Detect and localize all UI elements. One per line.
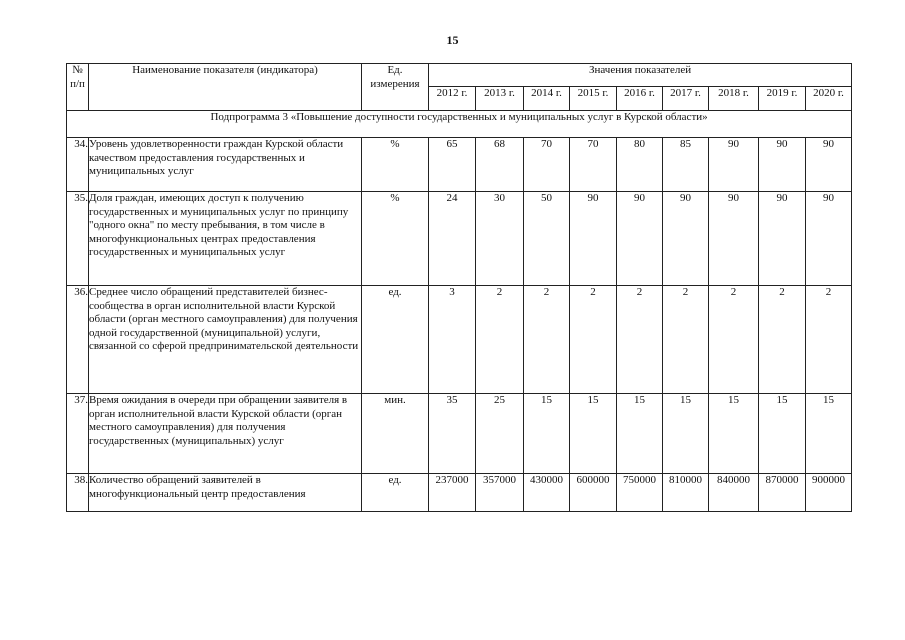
year-header: 2020 г. [806, 87, 852, 111]
value-cell: 600000 [570, 474, 617, 512]
row-number: 34. [67, 138, 89, 192]
value-cell: 15 [806, 394, 852, 474]
value-cell: 810000 [663, 474, 709, 512]
value-cell: 430000 [524, 474, 570, 512]
value-cell: 90 [806, 138, 852, 192]
column-header-values: Значения показателей [429, 64, 852, 87]
value-cell: 30 [476, 192, 524, 286]
value-cell: 15 [663, 394, 709, 474]
value-cell: 90 [709, 192, 759, 286]
row-number: 37. [67, 394, 89, 474]
year-header: 2017 г. [663, 87, 709, 111]
year-header: 2014 г. [524, 87, 570, 111]
value-cell: 2 [663, 286, 709, 394]
indicator-unit: ед. [362, 474, 429, 512]
value-cell: 35 [429, 394, 476, 474]
value-cell: 2 [709, 286, 759, 394]
value-cell: 90 [759, 192, 806, 286]
header-row [67, 64, 852, 87]
indicator-name: Уровень удовлетворенности граждан Курской области качеством предоставления государственных и муниципальных услуг [89, 138, 362, 192]
value-cell: 90 [570, 192, 617, 286]
value-cell: 3 [429, 286, 476, 394]
value-cell: 2 [806, 286, 852, 394]
table-row [67, 138, 852, 192]
indicator-unit: % [362, 192, 429, 286]
indicator-name: Время ожидания в очереди при обращении заявителя в орган исполнительной власти Курской области (орган местного самоуправления) для получения государственных (муниципальных) услуг [89, 394, 362, 474]
value-cell: 2 [759, 286, 806, 394]
value-cell: 900000 [806, 474, 852, 512]
table-row [67, 474, 852, 512]
column-header-num: № п/п [67, 64, 89, 111]
value-cell: 24 [429, 192, 476, 286]
value-cell: 50 [524, 192, 570, 286]
row-number: 36. [67, 286, 89, 394]
indicator-unit: мин. [362, 394, 429, 474]
year-header: 2015 г. [570, 87, 617, 111]
indicator-name: Среднее число обращений представителей бизнес-сообщества в орган исполнительной власти Курской области (орган местного самоуправления) для получения одной государственной (муниципальной) услуги, связанной со сферой предпринимательской деятельности [89, 286, 362, 394]
table-row [67, 394, 852, 474]
indicators-table [66, 63, 852, 512]
value-cell: 840000 [709, 474, 759, 512]
year-header: 2012 г. [429, 87, 476, 111]
value-cell: 70 [524, 138, 570, 192]
value-cell: 70 [570, 138, 617, 192]
year-header: 2013 г. [476, 87, 524, 111]
subprogram-row [67, 111, 852, 138]
value-cell: 15 [617, 394, 663, 474]
value-cell: 90 [806, 192, 852, 286]
page-number: 15 [446, 33, 459, 47]
value-cell: 2 [570, 286, 617, 394]
value-cell: 2 [617, 286, 663, 394]
value-cell: 2 [476, 286, 524, 394]
indicator-name: Количество обращений заявителей в многофункциональный центр предоставления [89, 474, 362, 512]
value-cell: 15 [524, 394, 570, 474]
year-header: 2018 г. [709, 87, 759, 111]
table-row [67, 286, 852, 394]
value-cell: 90 [663, 192, 709, 286]
value-cell: 870000 [759, 474, 806, 512]
indicator-name: Доля граждан, имеющих доступ к получению государственных и муниципальных услуг по принципу "одного окна" по месту пребывания, в том числе в многофункциональных центрах предоставления государственных и муниципальных услуг [89, 192, 362, 286]
table-row [67, 192, 852, 286]
value-cell: 80 [617, 138, 663, 192]
year-header: 2019 г. [759, 87, 806, 111]
value-cell: 90 [759, 138, 806, 192]
subprogram-title: Подпрограмма 3 «Повышение доступности государственных и муниципальных услуг в Курской области» [67, 111, 852, 138]
value-cell: 15 [709, 394, 759, 474]
value-cell: 750000 [617, 474, 663, 512]
value-cell: 2 [524, 286, 570, 394]
value-cell: 25 [476, 394, 524, 474]
value-cell: 90 [617, 192, 663, 286]
indicator-unit: % [362, 138, 429, 192]
indicator-unit: ед. [362, 286, 429, 394]
column-header-name: Наименование показателя (индикатора) [89, 64, 362, 111]
value-cell: 85 [663, 138, 709, 192]
column-header-unit: Ед. измерения [362, 64, 429, 111]
value-cell: 68 [476, 138, 524, 192]
value-cell: 15 [570, 394, 617, 474]
row-number: 35. [67, 192, 89, 286]
row-number: 38. [67, 474, 89, 512]
year-header: 2016 г. [617, 87, 663, 111]
value-cell: 237000 [429, 474, 476, 512]
value-cell: 15 [759, 394, 806, 474]
value-cell: 90 [709, 138, 759, 192]
value-cell: 65 [429, 138, 476, 192]
value-cell: 357000 [476, 474, 524, 512]
